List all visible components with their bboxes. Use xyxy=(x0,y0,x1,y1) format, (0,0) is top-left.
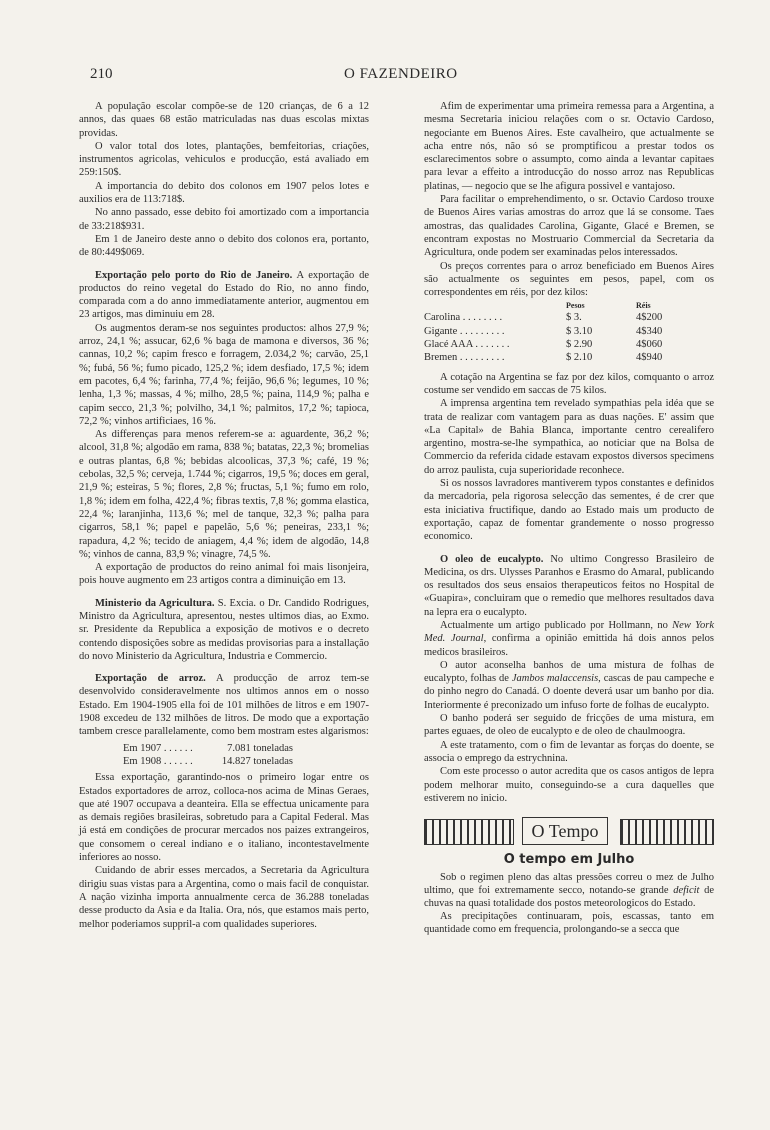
section-exportacao-arroz xyxy=(79,672,369,738)
table-row xyxy=(123,755,293,768)
page-number: 210 xyxy=(90,66,113,82)
table-cell: Em 1907 . . . . . . xyxy=(123,742,193,754)
section-exportacao-rio xyxy=(79,269,369,322)
journal-name: New York Med. Journal xyxy=(424,619,714,645)
table-cell: 4$940 xyxy=(636,352,663,364)
paragraph: Com este processo o autor acredita que os casos antigos de lepra podem melhorar muito, conseguindo-se a cura daquelles que estiverem no inicio. xyxy=(424,766,714,804)
paragraph: Cuidando de abrir esses mercados, a Secretaria da Agricultura dirigiu suas vistas para a Argentina, como o mais facil de conquistar. A nação vizinha importa annualmente cerca de 36.288 toneladas desse producto da Asia e da Italia. Ora, nós, que estamos mais perto, melhor poderiamos suppril-a com qualidades superiores. xyxy=(79,865,369,930)
table-cell: 4$200 xyxy=(636,312,663,324)
paragraph: A este tratamento, com o fim de levantar as forças do doente, se associa o emprego da estrychnina. xyxy=(424,739,714,764)
decorative-border xyxy=(424,819,514,845)
table-cell: 14.827 toneladas xyxy=(221,755,293,767)
price-table xyxy=(424,301,694,364)
plant-name: Jambos malaccensis xyxy=(511,673,599,685)
paragraph: Os augmentos deram-se nos seguintes productos: alhos 27,9 %; arroz, 24,1 %; assucar, 62,6 % baga de mamona e diversos, 36 %; cannas, 10,2 %; capim fresco e forragem, 2.034,2 %; carvão, 25,1 %; fubá, 56 %; fumo picado, 125,2 %; idem desfiado, 17,5 %; idem em pacotes, 6,4 %; farinha, 77,4 %; feijão, 96,6 %; legumes, 10 %; lenha, 1,3 %; massas, 4 %; milho, 28,5 %; paina, 114,9 %; palha e capim secco, 21,3 %; polvilho, 34,1 %; palmitos, 17,2 %; tapioca, 72,2 %; vinhos artificiaes, 16 %. xyxy=(79,322,369,427)
paragraph: A cotação na Argentina se faz por dez kilos, comquanto o arroz costume ser vendido em saccas de 75 kilos. xyxy=(424,371,714,396)
table-cell: 4$060 xyxy=(636,339,663,351)
paragraph: O banho poderá ser seguido de fricções de uma mistura, em partes eguaes, de oleo de eucalypto e de oleo de chaulmoogra. xyxy=(424,713,714,738)
section-heading: Ministerio da Agricultura. xyxy=(95,597,215,609)
decorative-border xyxy=(620,819,714,845)
column-header: Réis xyxy=(636,301,651,311)
table-row xyxy=(424,351,694,364)
table-cell: Gigante . . . . . . . . . xyxy=(424,325,505,337)
paragraph: Afim de experimentar uma primeira remessa para a Argentina, a mesma Secretaria iniciou relações com o sr. Octavio Cardoso, negociante em Buenos Aires. Este cavalheiro, que actualmente se acha entre nós, não só se promptificou a prestar todos os esclarecimentos sobre o assumpto, como ainda a levantar capitaes para levar a effeito a introducção do nosso arroz nas Republicas platinas, — negocio que se lhe afigura possivel e vantajoso. xyxy=(424,101,714,192)
right-column xyxy=(424,100,714,936)
paragraph: Para facilitar o emprehendimento, o sr. Octavio Cardoso trouxe de Buenos Aires varias amostras do arroz que lá se consome. Taes amostras, das qualidades Carolina, Gigante, Glacé e Bremen, se encontram expostas no Mostruario Commercial da Secretaria da Agricultura, onde podem ser examinadas pelos interessados. xyxy=(424,194,714,259)
paragraph: Os preços correntes para o arroz beneficiado em Buenos Aires são actualmente os seguintes em pesos, papel, com os correspondentes em réis, por dez kilos: xyxy=(424,260,714,299)
paragraph: No anno passado, esse debito foi amortizado com a importancia de 33:218$931. xyxy=(79,207,369,232)
paragraph: A imprensa argentina tem revelado sympathias pela idéa que se trata de realizar com vantagem para as duas nações. E' assim que «La Capital» de Bahia Blanca, importante centro cerealifero argentino, mostra-se-lhe sympathica, ao noticiar que na Bolsa de Commercio da referida cidade estavam expostos diversos specimens do arroz paulista, cuja superioridade reconhece. xyxy=(424,398,714,476)
paragraph: Em 1 de Janeiro deste anno o debito dos colonos era, portanto, de 80:449$069. xyxy=(79,233,369,259)
table-cell: $ 3.10 xyxy=(566,325,593,337)
section-eucalypto xyxy=(424,553,714,619)
section-ministerio xyxy=(79,597,369,663)
section-heading: Exportação pelo porto do Rio de Janeiro. xyxy=(95,269,293,281)
paragraph: As precipitações continuaram, pois, escassas, tanto em quantidade como em frequencia, prolongando-se a secca que xyxy=(424,910,714,935)
left-column xyxy=(79,100,369,931)
table-cell: Bremen . . . . . . . . . xyxy=(424,352,505,364)
table-row xyxy=(424,338,694,351)
table-row xyxy=(123,742,293,755)
export-table xyxy=(123,742,293,769)
section-heading: O oleo de eucalypto. xyxy=(440,553,544,565)
table-cell: 4$340 xyxy=(636,325,663,337)
section-text: S. Excia. o Dr. Candido Rodrigues, Ministro da Agricultura, apresentou, nestes ultimos dias, ao Exmo. sr. Presidente da Republica a exposição de motivos e o decreto contendo disposições sobre as medidas provisorias para a installação do novo Ministerio da Agricultura, Industria e Commercio. xyxy=(79,597,369,662)
paragraph: A população escolar compõe-se de 120 crianças, de 6 a 12 annos, das quaes 68 estão matriculadas nas duas escolas mixtas providas. xyxy=(79,101,369,139)
table-row xyxy=(424,325,694,338)
section-text: A producção de arroz tem-se desenvolvido consideravelmente nos ultimos annos em o nosso Estado. Em 1904-1905 ella foi de 101 milhões de litros e em 1907-1908 excedeu de 132 milhões de litros. De modo que a exportação tambem cresce parallelamente, como bem mostram estes algarismos: xyxy=(79,673,370,738)
table-cell: Em 1908 . . . . . . xyxy=(123,755,193,767)
table-cell: Carolina . . . . . . . . xyxy=(424,312,503,324)
table-cell: 7.081 toneladas xyxy=(227,742,293,754)
table-cell: $ 2.10 xyxy=(566,352,593,364)
paragraph: As differenças para menos referem-se a: aguardente, 36,2 %; alcool, 31,8 %; algodão em rama, 838 %; batatas, 22,3 %; bromelias e outras plantas, 6,8 %; bebidas alcoolicas, 37,3 %; café, 19 %; cebolas, 32,5 %; cerveja, 1.744 %; cigarros, 19,5 %; doces em geral, 21,9 %; esteiras, 5 %; flores, 2,8 %; fructas, 5,1 %; fumo em rolo, 1,8 %; idem em folha, 422,4 %; fibras textis, 7,8 %; gomma elastica, 22,4 %; laranjinha, 113,6 %; mel de tanque, 32,3 %; palha para cigarros, 58,1 %; papel e papelão, 5,6 %; peneiras, 233,1 %; rapadura, 4,2 %; tecido de aniagem, 4,4 %; idem de algodão, 14,8 %; vinhos de canna, 83,9 %; vinagre, 74,5 %. xyxy=(79,429,369,560)
section-title: O tempo em Julho xyxy=(503,852,635,868)
journal-title: O FAZENDEIRO xyxy=(344,66,458,82)
paragraph: Si os nossos lavradores mantiverem typos constantes e definidos da mercadoria, pela rigorosa selecção das sementes, é de crer que esta iniciativa fructifique, dando ao Estado mais um producto de exportação, capaz de fomentar grandemente o nosso progresso economico. xyxy=(424,478,714,543)
italic-term: deficit xyxy=(673,885,700,897)
paragraph: Essa exportação, garantindo-nos o primeiro logar entre os Estados exportadores de arroz, colloca-nos acima de Minas Geraes, que até 1907 occupava a deanteira. Ella se effectua unicamente para as demais regiões brasileiras, sobretudo para a Capital Federal. Mas já está em condições de procurar mercados nos paizes extrangeiros, que consomem o cereal indiano e o italiano, incontestavelmente inferiores ao nosso. xyxy=(79,772,369,864)
table-cell: $ 2.90 xyxy=(566,339,593,351)
paragraph: A importancia do debito dos colonos em 1907 pelos lotes e auxilios era de 113:718$. xyxy=(79,180,369,206)
table-cell: $ 3. xyxy=(566,312,582,324)
banner-title: O Tempo xyxy=(522,817,608,845)
table-header-row xyxy=(424,301,694,311)
section-text: No ultimo Congresso Brasileiro de Medicina, os drs. Ulysses Paranhos e Erasmo do Amaral, publicando os resultados dos seus ensaios therapeuticos feitos no Hospital de «Guapira», concluiram que o remedio que melhores resultados dava na lepra era o eucalypto. xyxy=(424,553,715,618)
section-text: A exportação de productos do reino vegetal do Estado do Rio, no anno findo, comparada com a do anno immediatamente anterior, augmentou em 23 artigos, mas diminuiu em 28. xyxy=(79,269,369,321)
paragraph: O valor total dos lotes, plantações, bemfeitorias, criações, instrumentos agricolas, vehiculos e producção, está avaliado em 259:150$. xyxy=(79,140,369,179)
paragraph: A exportação de productos do reino animal foi mais lisonjeira, pois houve augmento em 23 artigos contra a diminuição em 13. xyxy=(79,562,369,587)
section-banner xyxy=(424,817,714,847)
paragraph: Sob o regimen pleno das altas pressões correu o mez de Julho ultimo, que foi extremamente secco, notando-se grande deficit de chuvas na quasi totalidade dos postos meteorologicos do Estado. xyxy=(424,872,714,910)
table-cell: Glacé AAA . . . . . . . xyxy=(424,339,510,351)
section-heading: Exportação de arroz. xyxy=(95,673,206,685)
page-header xyxy=(86,64,686,88)
paragraph: O autor aconselha banhos de uma mistura de folhas de eucalypto, folhas de Jambos malaccensis, cascas de pau campeche e do pinho negro do Canadá. O doente deverá usar um banho por dia. Interiormente é preconizado um infuso forte de folhas de eucalypto. xyxy=(424,659,714,711)
paragraph: Actualmente um artigo publicado por Hollmann, no New York Med. Journal, confirma a opinião emittida há dois annos pelos medicos brasileiros. xyxy=(424,619,714,658)
table-row xyxy=(424,311,694,324)
column-header: Pesos xyxy=(566,301,585,311)
